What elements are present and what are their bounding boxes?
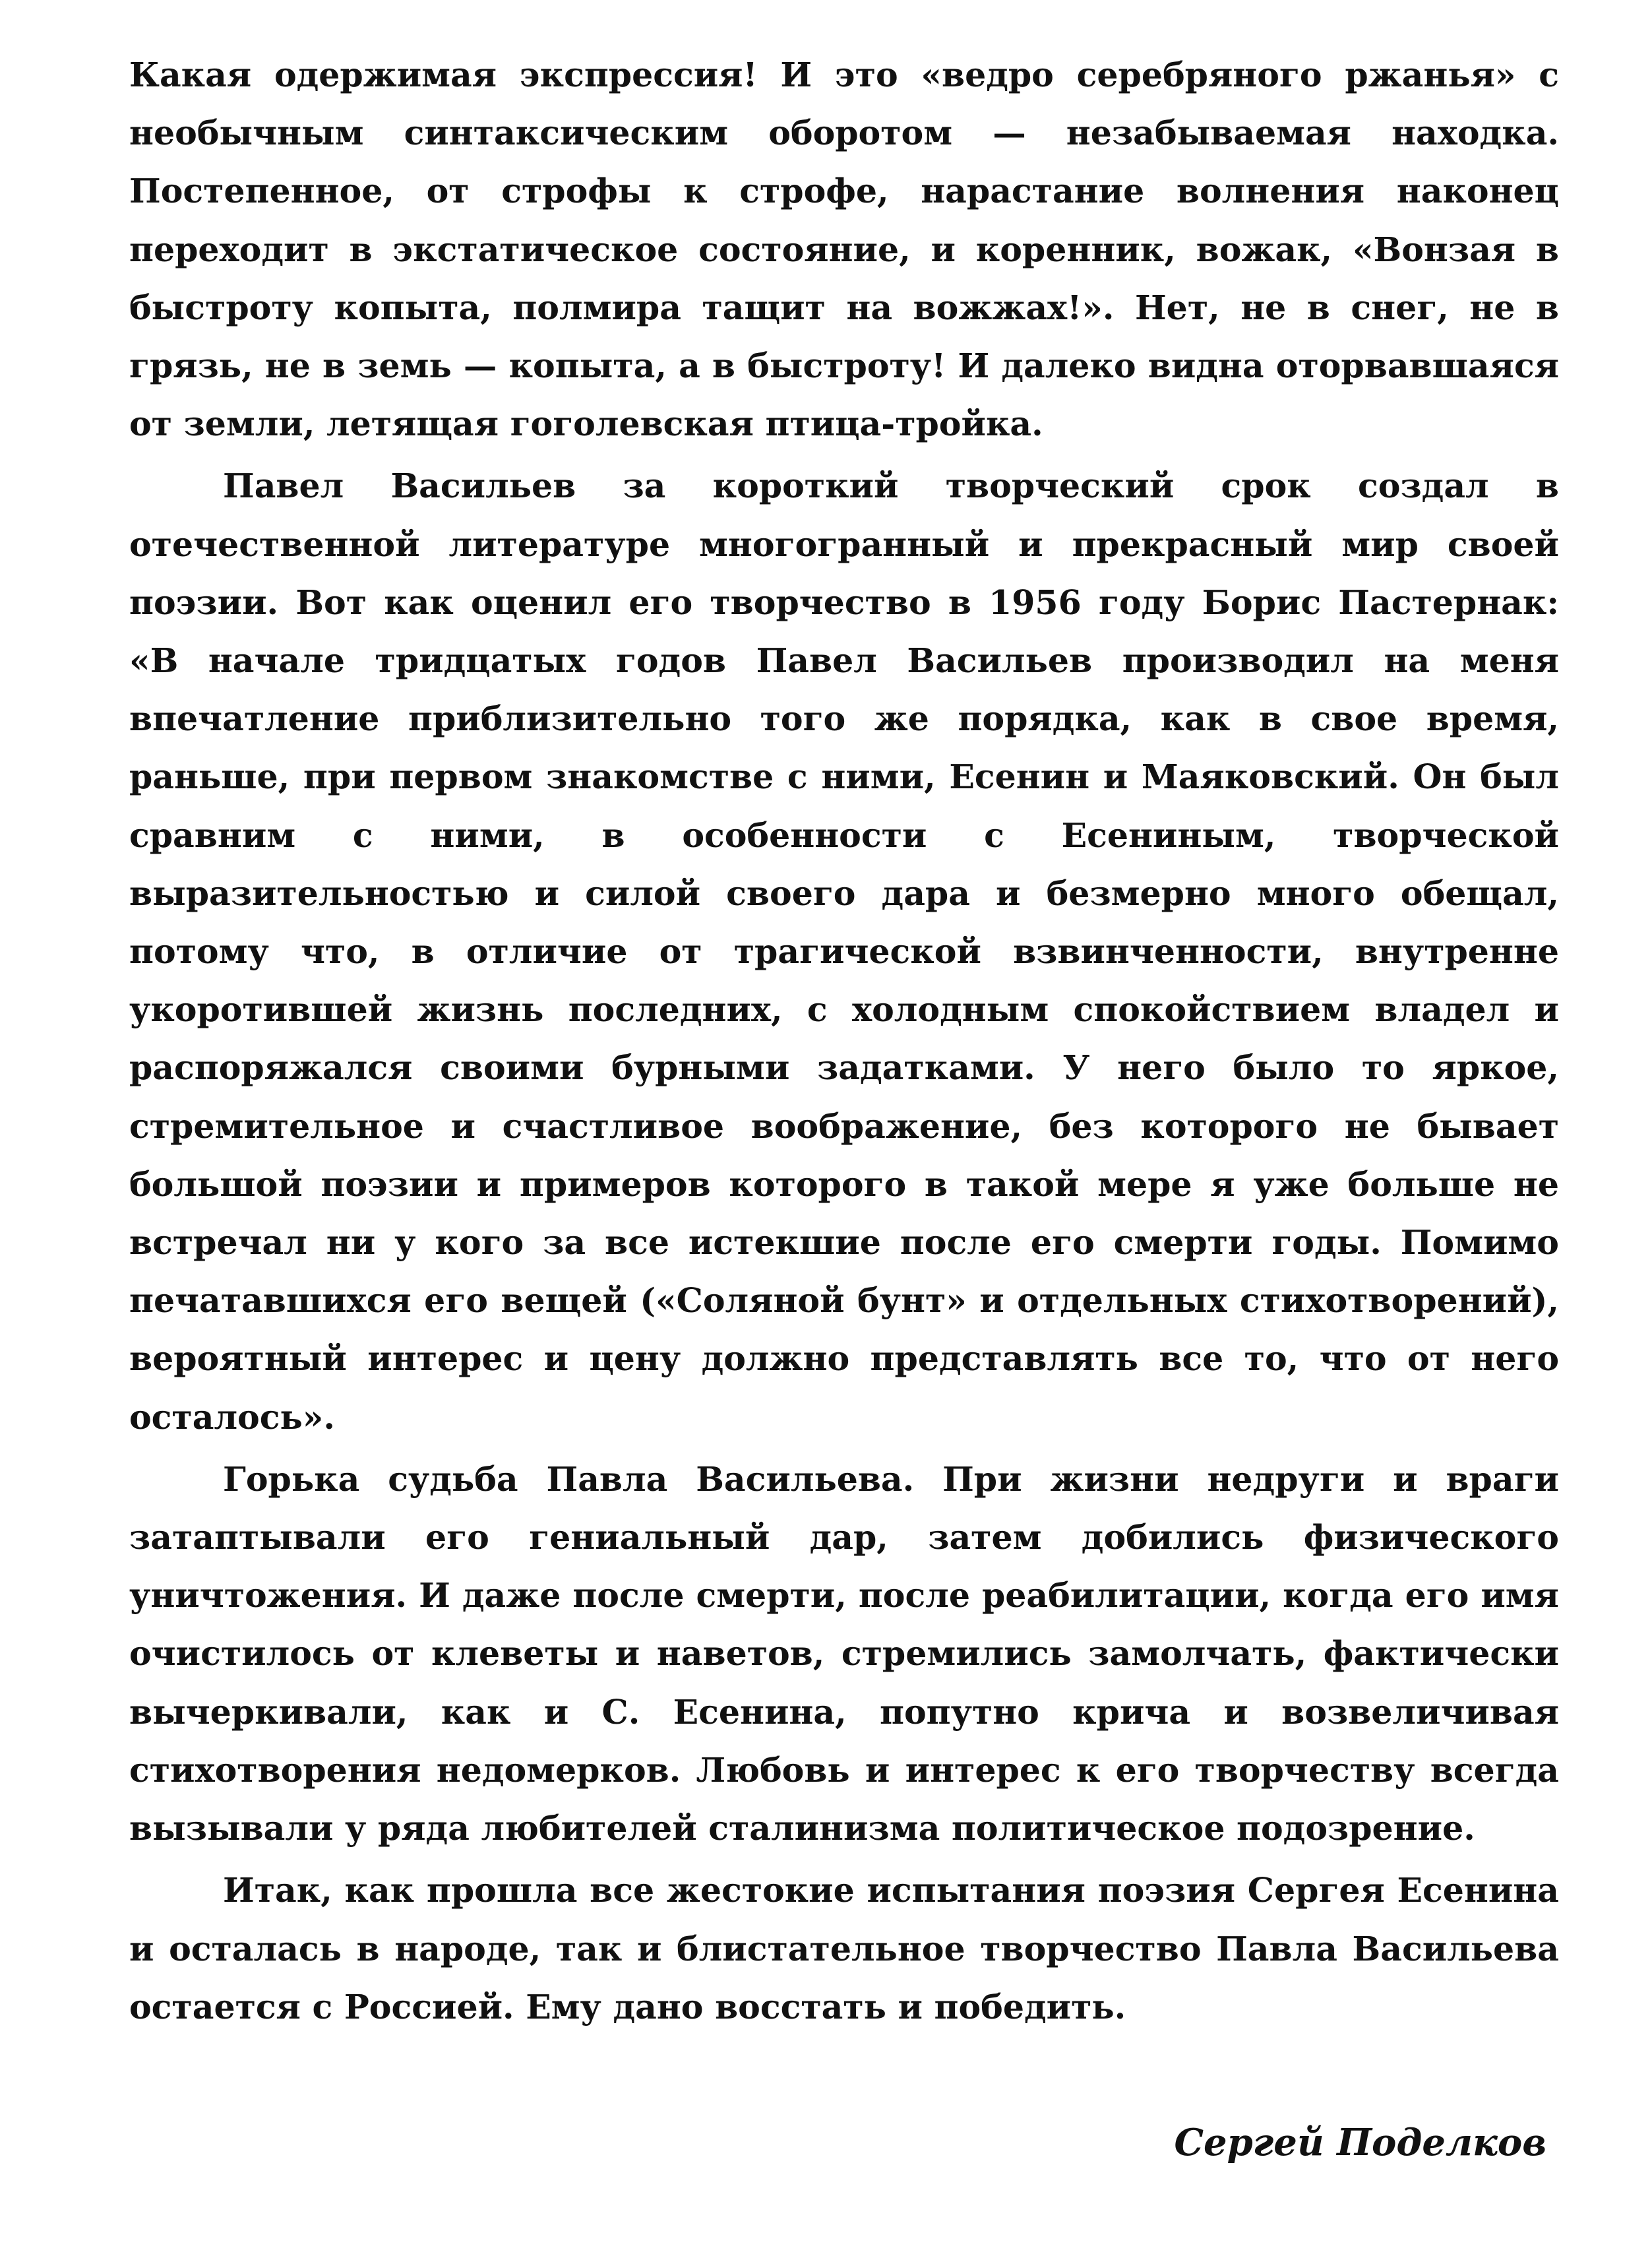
paragraph-3: Горька судьба Павла Васильева. При жизни недруги и враги затаптывали его гениальный дар, затем добились физического уничтожения. И даже после смерти, после реабилитации, когда его имя очистилось от клеветы и наветов, стремились замолчать, фактически вычеркивали, как и С. Есенина, попутно крича и возвеличивая стихотворения недомерков. Любовь и интерес к его творчеству всегда вызывали у ряда любителей сталинизма политическое подозрение. xyxy=(129,1459,1559,1848)
article-body xyxy=(129,46,1559,2036)
author-signature: Сергей Поделков xyxy=(1174,2121,1546,2164)
paragraph-2: Павел Васильев за короткий творческий срок создал в отечественной литературе многогранный и прекрасный мир своей поэзии. Вот как оценил его творчество в 1956 году Борис Пастернак: «В начале тридцатых годов Павел Васильев производил на меня впечатление приблизительно того же порядка, как в свое время, раньше, при первом знакомстве с ними, Есенин и Маяковский. Он был сравним с ними, в особенности с Есениным, творческой выразительностью и силой своего дара и безмерно много обещал, потому что, в отличие от трагической взвинченности, внутренне укоротившей жизнь последних, с холодным спокойствием владел и распоряжался своими бурными задатками. У него было то яркое, стремительное и счастливое воображение, без которого не бывает большой поэзии и примеров которого в такой мере я уже больше не встречал ни у кого за все истекшие после его смерти годы. Помимо печатавшихся его вещей («Соляной бунт» и отдельных стихотворений), вероятный интерес и цену должно представлять все то, что от него осталось». xyxy=(129,466,1559,1437)
paragraph-1: Какая одержимая экспрессия! И это «ведро серебряного ржанья» с необычным синтаксическим оборотом — незабываемая находка. Постепенное, от строфы к строфе, нарастание волнения наконец переходит в экстатическое состояние, и коренник, вожак, «Вонзая в быстроту копыта, полмира тащит на вожжах!». Нет, не в снег, не в грязь, не в земь — копыта, а в быстроту! И далеко видна оторвавшаяся от земли, летящая гоголевская птица-тройка. xyxy=(129,55,1559,444)
paragraph-4: Итак, как прошла все жестокие испытания поэзия Сергея Есенина и осталась в народе, так и блистательное творчество Павла Васильева остается с Россией. Ему дано восстать и победить. xyxy=(129,1871,1559,2026)
